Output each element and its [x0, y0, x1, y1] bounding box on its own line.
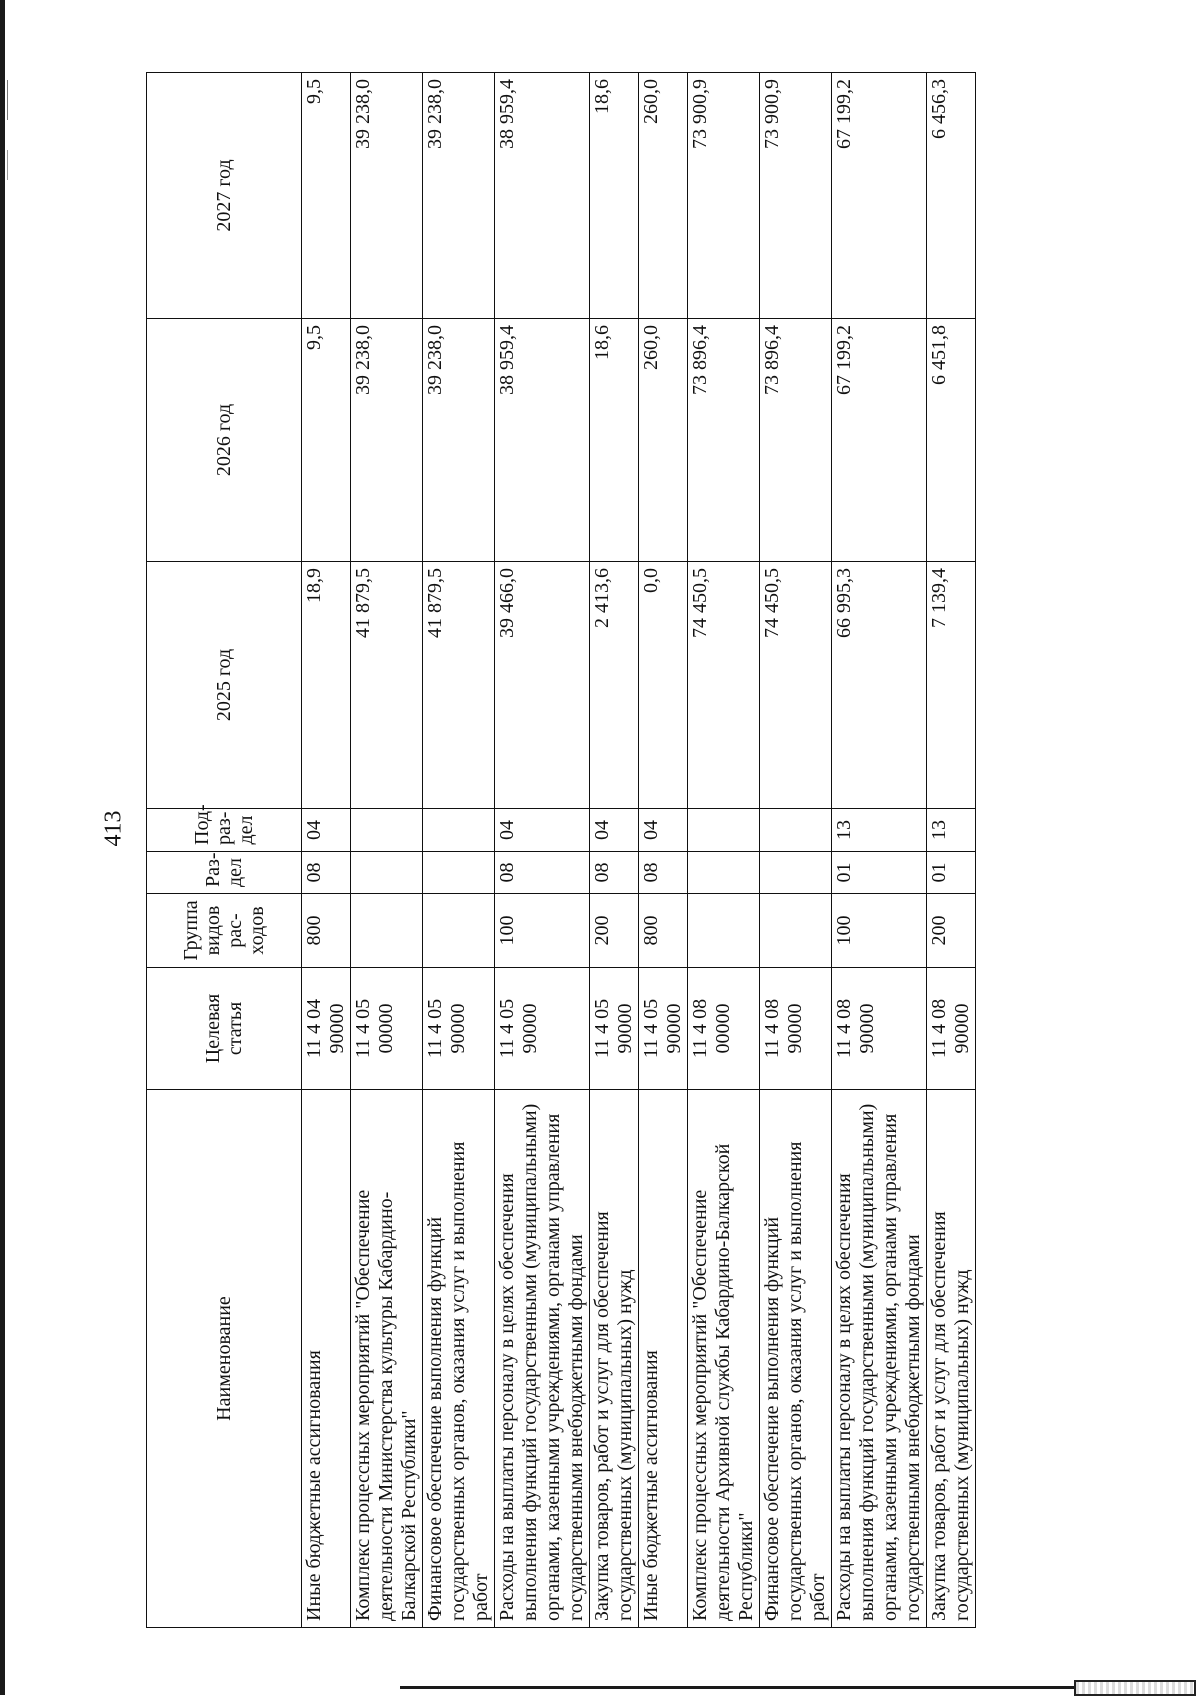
table-row	[302, 73, 351, 1628]
cell-2025: 2 413,6	[590, 562, 639, 809]
cell-2025: 7 139,4	[927, 562, 976, 809]
cell-target-article: 11 4 08 90000	[927, 968, 976, 1090]
cell-expense-group: 200	[927, 894, 976, 968]
cell-2025: 0,0	[639, 562, 688, 809]
cell-expense-group	[423, 894, 495, 968]
cell-subsection	[351, 809, 423, 852]
cell-target-article: 11 4 05 90000	[423, 968, 495, 1090]
cell-subsection	[688, 809, 760, 852]
cell-name: Закупка товаров, работ и услуг для обеспечения государственных (муниципальных) нужд	[590, 1090, 639, 1628]
cell-2027: 39 238,0	[423, 73, 495, 319]
cell-2026: 6 451,8	[927, 319, 976, 562]
header-expense-group: Группа видов рас-ходов	[147, 894, 302, 968]
cell-2025: 74 450,5	[688, 562, 760, 809]
cell-name: Финансовое обеспечение выполнения функций государственных органов, оказания услуг и выполнения работ	[760, 1090, 832, 1628]
cell-target-article: 11 4 05 00000	[351, 968, 423, 1090]
cell-2026: 9,5	[302, 319, 351, 562]
cell-target-article: 11 4 08 90000	[760, 968, 832, 1090]
cell-subsection	[423, 809, 495, 852]
scan-mark	[7, 80, 8, 120]
table-row	[590, 73, 639, 1628]
table-row	[927, 73, 976, 1628]
cell-section	[688, 852, 760, 894]
cell-subsection: 04	[302, 809, 351, 852]
cell-2026: 73 896,4	[688, 319, 760, 562]
cell-section	[760, 852, 832, 894]
cell-section	[423, 852, 495, 894]
cell-2026: 67 199,2	[832, 319, 927, 562]
cell-2025: 18,9	[302, 562, 351, 809]
cell-2025: 66 995,3	[832, 562, 927, 809]
cell-section	[351, 852, 423, 894]
cell-2025: 74 450,5	[760, 562, 832, 809]
cell-expense-group: 800	[302, 894, 351, 968]
cell-target-article: 11 4 08 00000	[688, 968, 760, 1090]
cell-name: Комплекс процессных мероприятий "Обеспечение деятельности Министерства культуры Кабардино-Балкарской Республики"	[351, 1090, 423, 1628]
header-section: Раз-дел	[147, 852, 302, 894]
cell-2027: 260,0	[639, 73, 688, 319]
table-row	[760, 73, 832, 1628]
cell-subsection: 04	[495, 809, 590, 852]
scan-bottom-edge	[400, 1686, 1190, 1689]
cell-2026: 73 896,4	[760, 319, 832, 562]
cell-2027: 9,5	[302, 73, 351, 319]
table-body	[302, 73, 976, 1628]
table-row	[423, 73, 495, 1628]
cell-name: Иные бюджетные ассигнования	[639, 1090, 688, 1628]
cell-2025: 41 879,5	[423, 562, 495, 809]
header-name: Наименование	[147, 1090, 302, 1628]
cell-2027: 38 959,4	[495, 73, 590, 319]
cell-2026: 39 238,0	[423, 319, 495, 562]
cell-section: 08	[495, 852, 590, 894]
table-row	[639, 73, 688, 1628]
cell-2025: 41 879,5	[351, 562, 423, 809]
cell-subsection	[760, 809, 832, 852]
budget-table	[146, 72, 976, 1628]
cell-subsection: 13	[832, 809, 927, 852]
cell-2027: 18,6	[590, 73, 639, 319]
cell-target-article: 11 4 08 90000	[832, 968, 927, 1090]
table-row	[832, 73, 927, 1628]
cell-target-article: 11 4 04 90000	[302, 968, 351, 1090]
cell-2027: 73 900,9	[760, 73, 832, 319]
table-header-row	[147, 73, 302, 1628]
cell-expense-group	[688, 894, 760, 968]
table-row	[688, 73, 760, 1628]
scan-mark	[7, 150, 8, 180]
cell-2025: 39 466,0	[495, 562, 590, 809]
cell-name: Финансовое обеспечение выполнения функций государственных органов, оказания услуг и выполнения работ	[423, 1090, 495, 1628]
rotated-sheet	[146, 73, 1186, 1628]
cell-2027: 39 238,0	[351, 73, 423, 319]
cell-expense-group: 200	[590, 894, 639, 968]
header-2025: 2025 год	[147, 562, 302, 809]
cell-expense-group	[760, 894, 832, 968]
cell-2027: 6 456,3	[927, 73, 976, 319]
cell-section: 08	[302, 852, 351, 894]
cell-section: 01	[832, 852, 927, 894]
cell-name: Закупка товаров, работ и услуг для обеспечения государственных (муниципальных) нужд	[927, 1090, 976, 1628]
header-target-article: Целевая статья	[147, 968, 302, 1090]
cell-expense-group: 100	[495, 894, 590, 968]
table-row	[351, 73, 423, 1628]
cell-section: 08	[639, 852, 688, 894]
cell-section: 08	[590, 852, 639, 894]
cell-expense-group: 100	[832, 894, 927, 968]
cell-target-article: 11 4 05 90000	[495, 968, 590, 1090]
header-subsection: Под-раз-дел	[147, 809, 302, 852]
cell-name: Расходы на выплаты персоналу в целях обеспечения выполнения функций государственными (муниципальными) органами, казенными учреждениями, органами управления государственными внебюджетными фондами	[832, 1090, 927, 1628]
table-row	[495, 73, 590, 1628]
cell-name: Иные бюджетные ассигнования	[302, 1090, 351, 1628]
page-number: 413	[100, 810, 127, 847]
cell-subsection: 04	[590, 809, 639, 852]
cell-2026: 18,6	[590, 319, 639, 562]
cell-target-article: 11 4 05 90000	[590, 968, 639, 1090]
cell-2026: 260,0	[639, 319, 688, 562]
cell-expense-group	[351, 894, 423, 968]
cell-2027: 67 199,2	[832, 73, 927, 319]
cell-name: Комплекс процессных мероприятий "Обеспечение деятельности Архивной службы Кабардино-Балкарской Республики"	[688, 1090, 760, 1628]
header-2026: 2026 год	[147, 319, 302, 562]
cell-target-article: 11 4 05 90000	[639, 968, 688, 1090]
scan-left-edge	[0, 0, 5, 1695]
cell-name: Расходы на выплаты персоналу в целях обеспечения выполнения функций государственными (муниципальными) органами, казенными учреждениями, органами управления государственными внебюджетными фондами	[495, 1090, 590, 1628]
cell-expense-group: 800	[639, 894, 688, 968]
cell-section: 01	[927, 852, 976, 894]
cell-subsection: 13	[927, 809, 976, 852]
cell-2026: 38 959,4	[495, 319, 590, 562]
header-2027: 2027 год	[147, 73, 302, 319]
cell-2026: 39 238,0	[351, 319, 423, 562]
page-stamp	[1074, 1680, 1196, 1696]
cell-2027: 73 900,9	[688, 73, 760, 319]
cell-subsection: 04	[639, 809, 688, 852]
